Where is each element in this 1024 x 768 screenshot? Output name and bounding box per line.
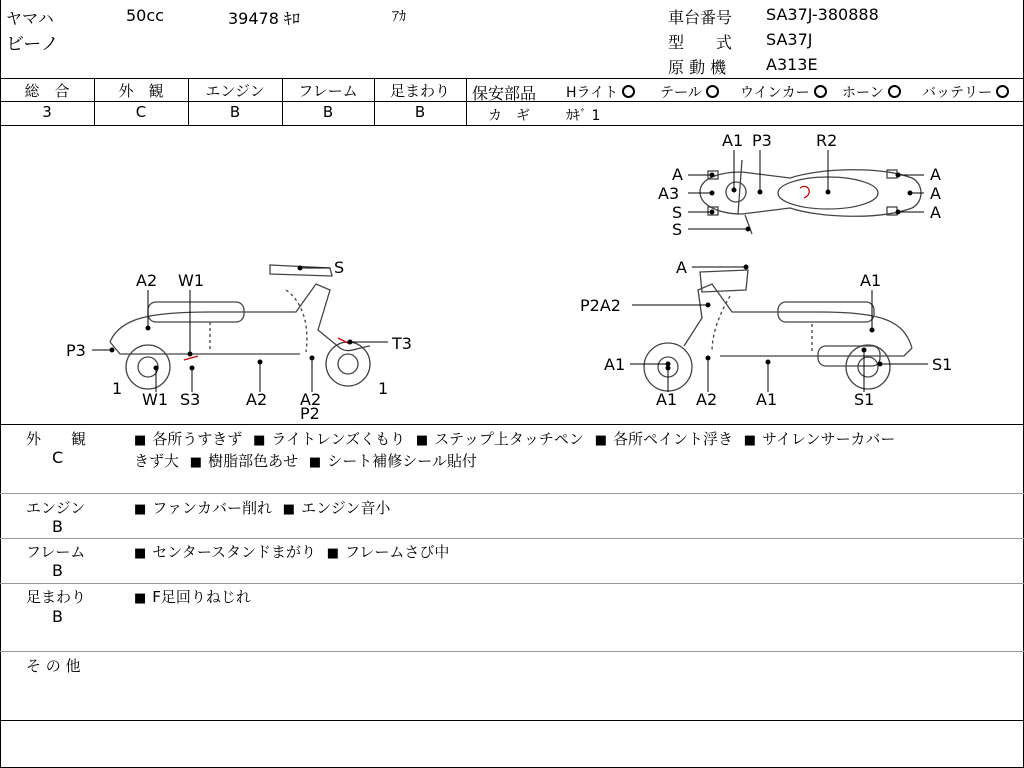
safety-headlight: Hライト <box>566 82 635 102</box>
label-left-a2: A2 <box>136 271 158 290</box>
label-top-a-r2: A <box>930 184 941 203</box>
notes-frame-grade: B <box>52 561 63 580</box>
notes-exterior-line1: ■ 各所うすきず ■ ライトレンズくもり ■ ステップ上タッチペン ■ 各所ペイント浮き ■ サイレンサーカバー <box>134 430 896 448</box>
notes-frame-label: フレーム <box>26 543 86 561</box>
maker: ヤマハ <box>6 9 54 28</box>
label-left-s3: S3 <box>180 390 201 409</box>
label-top-s-b: S <box>672 220 683 239</box>
label-right-a1-l: A1 <box>604 355 626 374</box>
bullet-icon: ■ <box>253 433 266 448</box>
key-value: ｶｷﾞ 1 <box>566 108 601 124</box>
bullet-icon: ■ <box>134 591 147 606</box>
notes-exterior-grade: C <box>52 448 64 467</box>
key-label: カ ギ <box>488 108 530 124</box>
engine-grade-label: エンジン <box>205 82 265 100</box>
label-right-s1-r: S1 <box>932 355 953 374</box>
model-name: ビーノ <box>6 34 59 55</box>
type-value: SA37J <box>766 30 813 49</box>
label-top-s-l: S <box>672 203 683 222</box>
safety-battery: バッテリー <box>922 82 1009 102</box>
exterior-label: 外 観 <box>118 82 164 100</box>
label-left-a2b: A2 <box>246 390 268 409</box>
label-top-p3: P3 <box>752 131 772 150</box>
suspension-grade: B <box>414 103 426 121</box>
color: ｱｶ <box>392 9 406 25</box>
notes-exterior-label: 外 観 <box>26 430 87 448</box>
label-left-s: S <box>334 258 345 277</box>
divider-other <box>0 720 1024 721</box>
bullet-icon: ■ <box>326 546 340 561</box>
safety-tail: テール <box>660 82 719 102</box>
label-top-a-r3: A <box>930 203 941 222</box>
engine-label: 原 動 機 <box>668 58 727 77</box>
divider-engine <box>0 538 1024 539</box>
safety-label: 保安部品 <box>472 84 537 103</box>
label-right-a: A <box>676 258 687 277</box>
notes-other-label: そ の 他 <box>26 657 81 675</box>
frame-grade-label: フレーム <box>298 82 358 100</box>
notes-engine-grade: B <box>52 517 63 536</box>
bullet-icon: ■ <box>134 502 147 517</box>
notes-suspension-label: 足まわり <box>26 588 87 606</box>
bullet-icon: ■ <box>134 433 147 448</box>
engine-value: A313E <box>766 55 818 74</box>
label-left-one-l: 1 <box>112 379 123 398</box>
notes-exterior-line2: きず大 ■ 樹脂部色あせ ■ シート補修シール貼付 <box>134 452 477 470</box>
label-left-w1: W1 <box>178 271 204 290</box>
frame-grade: B <box>322 103 334 121</box>
label-left-one-r: 1 <box>378 379 389 398</box>
bullet-icon: ■ <box>594 433 607 448</box>
bullet-icon: ■ <box>308 455 322 470</box>
label-right-a1-b2: A1 <box>756 390 778 409</box>
label-top-r2: R2 <box>816 131 838 150</box>
label-left-w1b: W1 <box>142 390 168 409</box>
suspension-grade-label: 足まわり <box>389 82 450 100</box>
label-left-p3: P3 <box>66 341 86 360</box>
mileage: 39478 ｷﾛ <box>228 9 300 28</box>
label-right-p2a2: P2A2 <box>580 296 621 315</box>
label-top-a-r1: A <box>930 165 941 184</box>
divider-exterior <box>0 493 1024 494</box>
engine-grade: B <box>229 103 241 121</box>
bullet-icon: ■ <box>743 433 757 448</box>
notes-frame-line: ■ センタースタンドまがり ■ フレームさび中 <box>134 543 450 561</box>
label-right-a1-b1: A1 <box>656 390 678 409</box>
notes-engine-label: エンジン <box>26 499 86 517</box>
divider-suspension <box>0 651 1024 652</box>
overall-grade: 3 <box>42 103 52 121</box>
chassis-value: SA37J-380888 <box>766 5 879 24</box>
chassis-label: 車台番号 <box>668 8 733 27</box>
label-right-a1-top: A1 <box>860 271 882 290</box>
label-top-a-l1: A <box>672 165 683 184</box>
label-top-a1: A1 <box>722 131 744 150</box>
label-left-t3: T3 <box>392 334 412 353</box>
notes-suspension-line: ■ F足回りねじれ <box>134 588 251 606</box>
top-view-scooter <box>700 160 921 234</box>
exterior-grade: C <box>135 103 147 121</box>
label-right-a2-b: A2 <box>696 390 718 409</box>
label-top-a3: A3 <box>658 184 680 203</box>
overall-label: 総 合 <box>24 82 70 100</box>
label-right-s1-b: S1 <box>854 390 875 409</box>
safety-horn: ホーン <box>842 82 901 102</box>
type-label: 型 式 <box>668 33 733 52</box>
displacement: 50cc <box>126 6 164 25</box>
bullet-icon: ■ <box>134 546 147 561</box>
label-left-a2c: A2 <box>300 390 322 409</box>
bullet-icon: ■ <box>415 433 429 448</box>
notes-suspension-grade: B <box>52 607 63 626</box>
bullet-icon: ■ <box>282 502 296 517</box>
notes-engine-line: ■ ファンカバー削れ ■ エンジン音小 <box>134 499 391 517</box>
divider-frame <box>0 583 1024 584</box>
bullet-icon: ■ <box>189 455 203 470</box>
label-left-p2: P2 <box>300 404 320 423</box>
safety-winker: ウインカー <box>740 82 827 102</box>
